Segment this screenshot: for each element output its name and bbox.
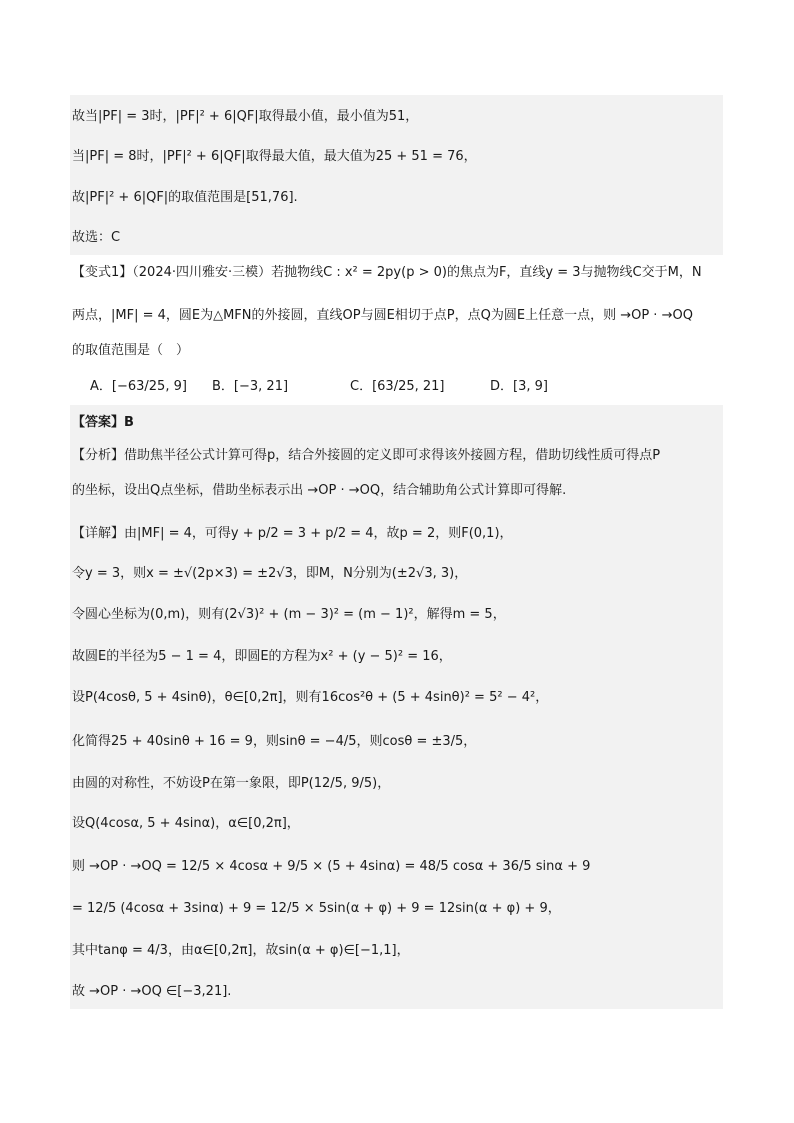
detail-line: 【详解】由|MF| = 4，可得y + p/2 = 3 + p/2 = 4，故p = 2，则F(0,1)， [72, 526, 513, 541]
detail-line: 设Q(4cosα, 5 + 4sinα)，α∈[0,2π]， [72, 816, 300, 831]
detail-line: = 12/5 (4cosα + 3sinα) + 9 = 12/5 × 5sin(α + φ) + 9 = 12sin(α + φ) + 9， [72, 901, 561, 916]
detail-line: 设P(4cosθ, 5 + 4sinθ)，θ∈[0,2π]，则有16cos²θ + (5 + 4sinθ)² = 5² − 4²， [72, 690, 549, 705]
detail-line: 由圆的对称性，不妨设P在第一象限，即P(12/5, 9/5)， [72, 776, 391, 791]
detail-line: 其中tanφ = 4/3，由α∈[0,2π]，故sin(α + φ)∈[−1,1]， [72, 943, 410, 958]
problem-line: 【变式1】（2024·四川雅安·三模）若抛物线C : x² = 2py(p > 0)的焦点为F，直线y = 3与抛物线C交于M，N [72, 265, 702, 280]
detail-line: 故圆E的半径为5 − 1 = 4，即圆E的方程为x² + (y − 5)² = 16， [72, 649, 452, 664]
option-c: C．[63/25, 21] [350, 379, 445, 394]
detail-line: 则 →OP · →OQ = 12/5 × 4cosα + 9/5 × (5 + 4sinα) = 48/5 cosα + 36/5 sinα + 9 [72, 859, 591, 874]
detail-line: 令圆心坐标为(0,m)，则有(2√3)² + (m − 3)² = (m − 1)²，解得m = 5， [72, 607, 506, 622]
solution-line: 故|PF|² + 6|QF|的取值范围是[51,76]. [72, 190, 298, 205]
analysis-line: 的坐标，设出Q点坐标，借助坐标表示出 →OP · →OQ，结合辅助角公式计算即可得解. [72, 483, 567, 498]
solution-line: 当|PF| = 8时，|PF|² + 6|QF|取得最大值，最大值为25 + 51 = 76， [72, 149, 477, 164]
answer-line: 【答案】B [72, 415, 134, 430]
problem-line: 的取值范围是（ ） [72, 343, 190, 358]
detail-line: 化简得25 + 40sinθ + 16 = 9，则sinθ = −4/5，则cosθ = ±3/5， [72, 734, 477, 749]
option-d: D．[3, 9] [490, 379, 548, 394]
problem-line: 两点，|MF| = 4，圆E为△MFN的外接圆，直线OP与圆E相切于点P，点Q为圆E上任意一点，则 →OP · →OQ [72, 308, 693, 323]
solution-line: 故当|PF| = 3时，|PF|² + 6|QF|取得最小值，最小值为51， [72, 109, 419, 124]
answer-choice-line: 故选：C [72, 230, 121, 245]
detail-line: 故 →OP · →OQ ∈[−3,21]. [72, 984, 232, 999]
detail-line: 令y = 3，则x = ±√(2p×3) = ±2√3，即M，N分别为(±2√3, 3)， [72, 566, 468, 581]
analysis-line: 【分析】借助焦半径公式计算可得p，结合外接圆的定义即可求得该外接圆方程，借助切线性质可得点P [72, 448, 661, 463]
option-a: A．[−63/25, 9] [90, 379, 187, 394]
option-b: B．[−3, 21] [212, 379, 289, 394]
